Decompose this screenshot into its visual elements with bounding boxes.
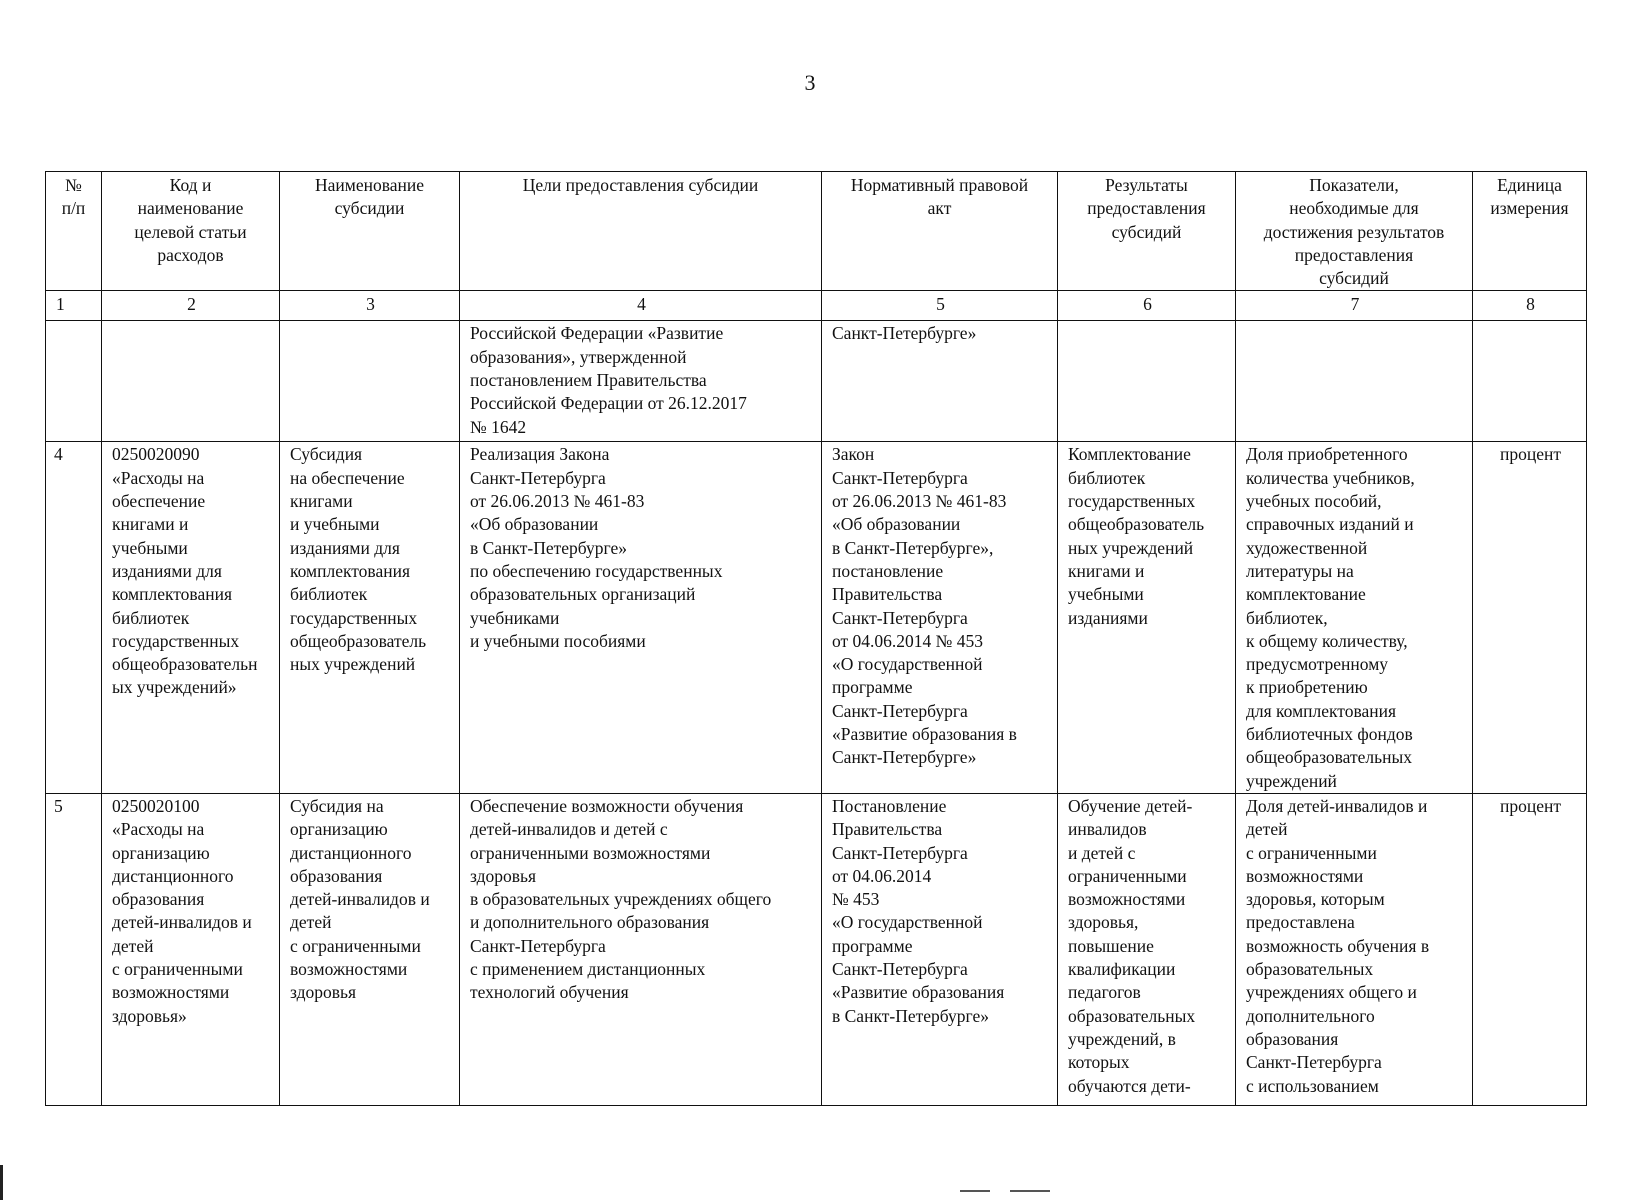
scan-noise-mark [1010,1190,1050,1192]
row-results: Обучение детей- инвалидов и детей с ограниченными возможностями здоровья, повышение квалификации педагогов образовательных учреждений, в которых обучаются дети- [1058,793,1236,1105]
table-row [46,442,1587,793]
column-number: 7 [1236,291,1473,321]
scan-noise-mark [960,1190,990,1192]
row-code [102,321,280,442]
row-code: 0250020100 «Расходы на организацию дистанционного образования детей-инвалидов и детей с ограниченными возможностями здоровья» [102,793,280,1105]
row-results [1058,321,1236,442]
header-subsidy-name: Наименование субсидии [280,172,460,291]
column-number: 5 [822,291,1058,321]
row-num: 5 [46,793,102,1105]
column-number: 6 [1058,291,1236,321]
row-unit [1473,321,1587,442]
column-number: 8 [1473,291,1587,321]
subsidy-table [45,171,1587,1106]
row-goals: Реализация Закона Санкт-Петербурга от 26.06.2013 № 461-83 «Об образовании в Санкт-Петербурге» по обеспечению государственных образовательных организаций учебниками и учебными пособиями [460,442,822,793]
table-row [46,321,1587,442]
row-unit: процент [1473,442,1587,793]
row-subsidy-name [280,321,460,442]
row-goals: Обеспечение возможности обучения детей-инвалидов и детей с ограниченными возможностями здоровья в образовательных учреждениях общего и дополнительного образования Санкт-Петербурга с применением дистанционных технологий обучения [460,793,822,1105]
header-results: Результаты предоставления субсидий [1058,172,1236,291]
header-indicators: Показатели, необходимые для достижения результатов предоставления субсидий [1236,172,1473,291]
row-goals: Российской Федерации «Развитие образования», утвержденной постановлением Правительства Российской Федерации от 26.12.2017 № 1642 [460,321,822,442]
header-num: № п/п [46,172,102,291]
row-unit: процент [1473,793,1587,1105]
row-indicators: Доля приобретенного количества учебников, учебных пособий, справочных изданий и художественной литературы на комплектование библиотек, к общему количеству, предусмотренному к приобретению для комплектования библиотечных фондов общеобразовательных учреждений [1236,442,1473,793]
row-code: 0250020090 «Расходы на обеспечение книгами и учебными изданиями для комплектования библиотек государственных общеобразовательн ых учреждений» [102,442,280,793]
table-row [46,793,1587,1105]
row-legal-act: Санкт-Петербурге» [822,321,1058,442]
row-num [46,321,102,442]
column-number: 4 [460,291,822,321]
column-numbers-row [46,291,1587,321]
column-number: 1 [46,291,102,321]
row-num: 4 [46,442,102,793]
row-indicators [1236,321,1473,442]
row-results: Комплектование библиотек государственных общеобразователь ных учреждений книгами и учебными изданиями [1058,442,1236,793]
page-number: 3 [804,70,816,95]
row-legal-act: Постановление Правительства Санкт-Петербурга от 04.06.2014 № 453 «О государственной программе Санкт-Петербурга «Развитие образования в Санкт-Петербурге» [822,793,1058,1105]
header-unit: Единица измерения [1473,172,1587,291]
header-legal-act: Нормативный правовой акт [822,172,1058,291]
row-legal-act: Закон Санкт-Петербурга от 26.06.2013 № 461-83 «Об образовании в Санкт-Петербурге», постановление Правительства Санкт-Петербурга от 04.06.2014 № 453 «О государственной программе Санкт-Петербурга «Развитие образования в Санкт-Петербурге» [822,442,1058,793]
header-code: Код и наименование целевой статьи расходов [102,172,280,291]
row-subsidy-name: Субсидия на организацию дистанционного образования детей-инвалидов и детей с ограниченными возможностями здоровья [280,793,460,1105]
scan-edge-mark [0,1165,3,1200]
column-number: 2 [102,291,280,321]
column-number: 3 [280,291,460,321]
row-subsidy-name: Субсидия на обеспечение книгами и учебными изданиями для комплектования библиотек государственных общеобразователь ных учреждений [280,442,460,793]
row-indicators: Доля детей-инвалидов и детей с ограниченными возможностями здоровья, которым предоставлена возможность обучения в образовательных учреждениях общего и дополнительного образования Санкт-Петербурга с использованием [1236,793,1473,1105]
table-header-row [46,172,1587,291]
header-goals: Цели предоставления субсидии [460,172,822,291]
